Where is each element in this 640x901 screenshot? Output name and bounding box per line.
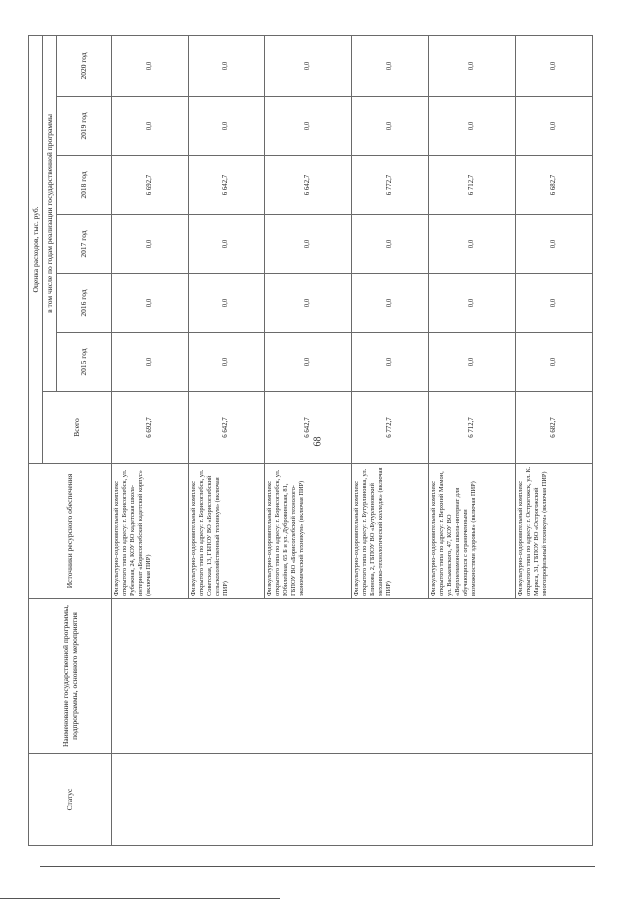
header-year: 2018 год <box>57 156 112 215</box>
value-cell: 0,0 <box>352 333 429 392</box>
budget-table <box>28 35 593 846</box>
value-cell: 0,0 <box>112 35 189 96</box>
source-cell: Физкультурно-оздоровительный комплекс открытого типа по адресу: г. Острогожск, ул. К. Маркса, 31, ГБПОУ ВО «Острогожский многопрофильный техникум» (включая ПИР) <box>516 464 593 599</box>
value-cell: 0,0 <box>265 215 352 274</box>
header-funding-source: Источники ресурсного обеспечения <box>29 464 112 599</box>
total-cell: 6 712,7 <box>429 392 516 464</box>
total-cell: 6 772,7 <box>352 392 429 464</box>
value-cell: 6 682,7 <box>516 156 593 215</box>
total-cell: 6 642,7 <box>188 392 265 464</box>
source-cell: Физкультурно-оздоровительный комплекс открытого типа по адресу: г. Борисоглебск, ул. Рубежная, 24, КОУ ВО кадетская школа-интернат «Борисоглебский кадетский корпус» (включая ПИР) <box>112 464 189 599</box>
footer-rule <box>0 898 280 899</box>
value-cell: 0,0 <box>188 97 265 156</box>
value-cell: 0,0 <box>188 215 265 274</box>
value-cell: 0,0 <box>188 274 265 333</box>
page-number: 68 <box>312 436 324 447</box>
header-by-years: в том числе по годам реализации государственной программы <box>43 35 57 391</box>
header-year: 2016 год <box>57 274 112 333</box>
total-cell: 6 682,7 <box>516 392 593 464</box>
value-cell: 0,0 <box>516 35 593 96</box>
value-cell: 0,0 <box>265 35 352 96</box>
value-cell: 0,0 <box>429 35 516 96</box>
value-cell: 0,0 <box>352 35 429 96</box>
source-cell: Физкультурно-оздоровительный комплекс открытого типа по адресу: г. Бутурлиновка, ул. Блинова, 2, ГБПОУ ВО «Бутурлиновский механико-технологический колледж» (включая ПИР) <box>352 464 429 599</box>
header-estimate: Оценка расходов, тыс. руб. <box>29 35 43 463</box>
value-cell: 0,0 <box>112 97 189 156</box>
value-cell: 6 772,7 <box>352 156 429 215</box>
value-cell: 0,0 <box>265 333 352 392</box>
header-program-name: Наименование государственной программы, подпрограммы, основного мероприятия <box>29 599 112 754</box>
value-cell: 0,0 <box>112 274 189 333</box>
header-status: Статус <box>29 754 112 846</box>
source-cell: Физкультурно-оздоровительный комплекс открытого типа по адресу: г. Борисоглебск, ул. Советская, 13, ГБПОУ ВО «Борисоглебский сельскохозяйственный техникум» (включая ПИР) <box>188 464 265 599</box>
value-cell: 0,0 <box>429 274 516 333</box>
status-cell <box>112 754 593 846</box>
value-cell: 0,0 <box>429 333 516 392</box>
header-total: Всего <box>43 392 112 464</box>
value-cell: 0,0 <box>265 274 352 333</box>
value-cell: 0,0 <box>188 35 265 96</box>
total-cell: 6 692,7 <box>112 392 189 464</box>
value-cell: 6 642,7 <box>188 156 265 215</box>
value-cell: 0,0 <box>188 333 265 392</box>
value-cell: 0,0 <box>516 274 593 333</box>
value-cell: 0,0 <box>112 333 189 392</box>
source-cell: Физкультурно-оздоровительный комплекс открытого типа по адресу: г. Борисоглебск, ул. Юбилейная, 65 Б и ул. Дубровинская, 81, ГБПОУ ВО «Борисоглебский технолого-экономический техникум» (включая ПИР) <box>265 464 352 599</box>
value-cell: 0,0 <box>516 215 593 274</box>
value-cell: 0,0 <box>265 97 352 156</box>
value-cell: 0,0 <box>352 215 429 274</box>
table-row <box>112 35 189 845</box>
header-year: 2019 год <box>57 97 112 156</box>
value-cell: 0,0 <box>352 97 429 156</box>
header-year: 2015 год <box>57 333 112 392</box>
program-name-cell <box>112 599 593 754</box>
bottom-rule <box>40 866 595 867</box>
value-cell: 0,0 <box>429 97 516 156</box>
value-cell: 6 692,7 <box>112 156 189 215</box>
total-cell: 6 642,7 <box>265 392 352 464</box>
value-cell: 0,0 <box>516 97 593 156</box>
header-year: 2020 год <box>57 35 112 96</box>
value-cell: 0,0 <box>112 215 189 274</box>
value-cell: 6 642,7 <box>265 156 352 215</box>
header-year: 2017 год <box>57 215 112 274</box>
value-cell: 0,0 <box>516 333 593 392</box>
value-cell: 0,0 <box>429 215 516 274</box>
value-cell: 0,0 <box>352 274 429 333</box>
value-cell: 6 712,7 <box>429 156 516 215</box>
source-cell: Физкультурно-оздоровительный комплекс открытого типа по адресу: г. Верхний Мамон, ул. Васькевского, 47, КОУ ВО «Верхнемамонская школа-интернат для обучающихся с ограниченными возможностями здоровья» (включая ПИР) <box>429 464 516 599</box>
